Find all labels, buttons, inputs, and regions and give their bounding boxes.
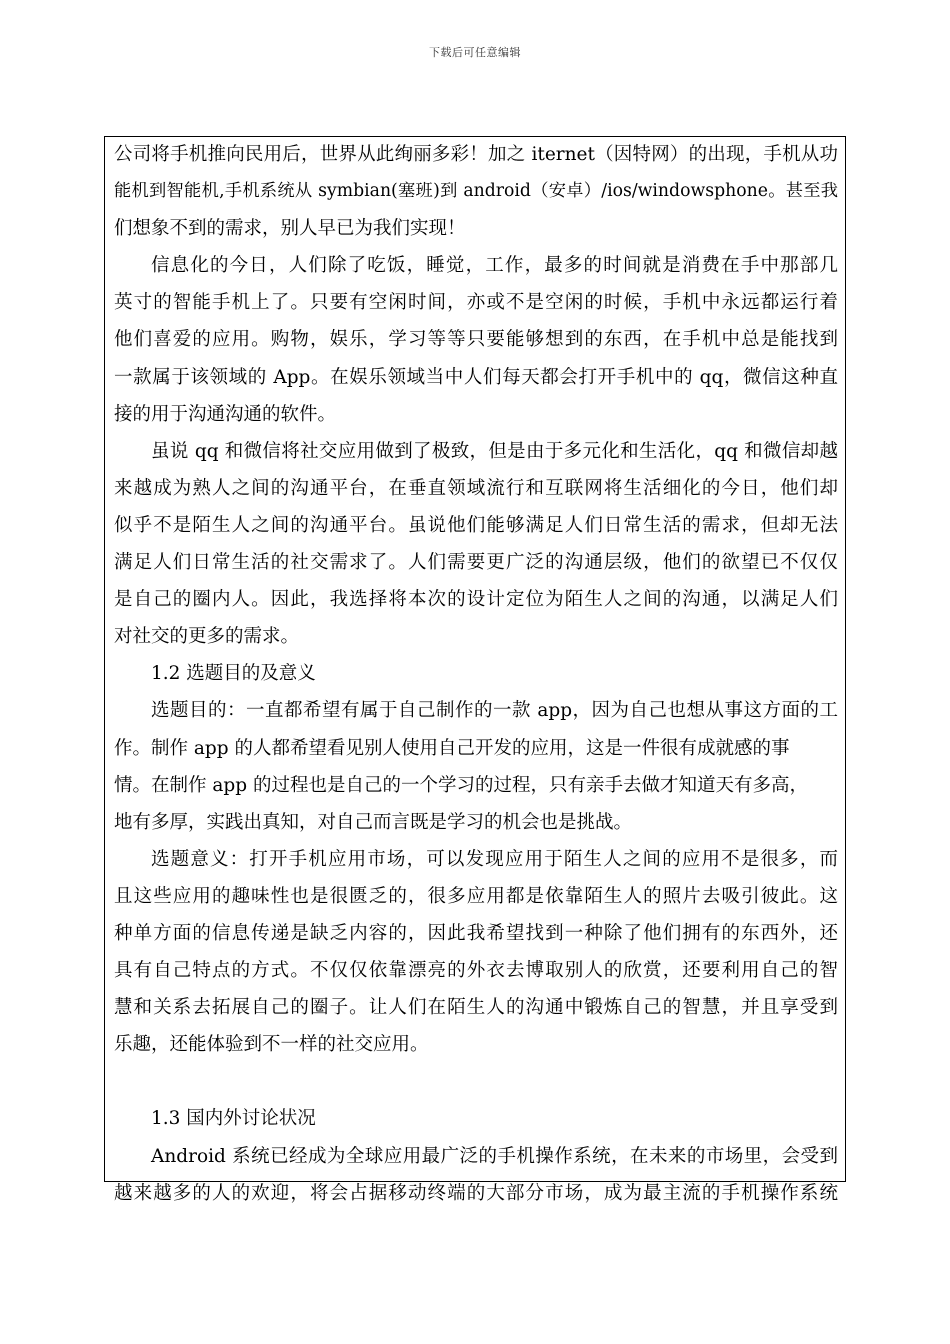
text-line: 们想象不到的需求，别人早已为我们实现！ — [114, 218, 466, 240]
text-line: 对社交的更多的需求。 — [114, 626, 300, 648]
text-line: 选题目的：一直都希望有属于自己制作的一款 app，因为自己也想从事这方面的工 — [151, 700, 838, 722]
text-line: 且这些应用的趣味性也是很匮乏的，很多应用都是依靠陌生人的照片去吸引彼此。这 — [114, 885, 838, 907]
text-line: 具有自己特点的方式。不仅仅依靠漂亮的外衣去博取别人的欣赏，还要利用自己的智 — [114, 960, 838, 982]
text-line: 似乎不是陌生人之间的沟通平台。虽说他们能够满足人们日常生活的需求，但却无法 — [114, 514, 838, 536]
text-line: 是自己的圈内人。因此，我选择将本次的设计定位为陌生人之间的沟通，以满足人们 — [114, 589, 838, 611]
text-line: 一款属于该领域的 App。在娱乐领域当中人们每天都会打开手机中的 qq，微信这种直 — [114, 366, 838, 388]
document-body — [114, 136, 838, 1212]
text-line: 信息化的今日，人们除了吃饭，睡觉，工作，最多的时间就是消费在手中那部几 — [151, 255, 838, 277]
text-line: 选题意义：打开手机应用市场，可以发现应用于陌生人之间的应用不是很多，而 — [151, 848, 838, 870]
text-line: 虽说 qq 和微信将社交应用做到了极致，但是由于多元化和生活化，qq 和微信却越 — [151, 440, 838, 462]
text-line: 越来越多的人的欢迎，将会占据移动终端的大部分市场，成为最主流的手机操作系统 — [114, 1182, 838, 1204]
text-line: 种单方面的信息传递是缺乏内容的，因此我希望找到一种除了他们拥有的东西外，还 — [114, 922, 838, 944]
text-line: 满足人们日常生活的社交需求了。人们需要更广泛的沟通层级，他们的欲望已不仅仅 — [114, 552, 838, 574]
text-line: 地有多厚，实践出真知，对自己而言既是学习的机会也是挑战。 — [114, 811, 633, 833]
section-heading: 1.3 国内外讨论状况 — [151, 1108, 316, 1130]
text-line: 情。在制作 app 的过程也是自己的一个学习的过程，只有亲手去做才知道天有多高， — [114, 774, 808, 796]
text-line: 接的用于沟通沟通的软件。 — [114, 403, 337, 425]
text-line: 乐趣，还能体验到不一样的社交应用。 — [114, 1034, 429, 1056]
text-line: 来越成为熟人之间的沟通平台，在垂直领域流行和互联网将生活细化的今日，他们却 — [114, 477, 838, 499]
blank-line — [114, 1063, 838, 1100]
text-line: 公司将手机推向民用后，世界从此绚丽多彩！加之 iternet（因特网）的出现，手机从功 — [114, 144, 838, 165]
page-header: 下载后可任意编辑 — [429, 46, 521, 59]
text-line: 英寸的智能手机上了。只要有空闲时间，亦或不是空闲的时候，手机中永远都运行着 — [114, 292, 838, 314]
text-line: 他们喜爱的应用。购物，娱乐，学习等等只要能够想到的东西，在手机中总是能找到 — [114, 329, 838, 351]
section-heading: 1.2 选题目的及意义 — [151, 663, 316, 685]
text-line: 慧和关系去拓展自己的圈子。让人们在陌生人的沟通中锻炼自己的智慧，并且享受到 — [114, 997, 838, 1019]
text-line: Android 系统已经成为全球应用最广泛的手机操作系统，在未来的市场里，会受到 — [151, 1145, 838, 1167]
text-line: 能机到智能机,手机系统从 symbian(塞班)到 android（安卓）/ios/windowsphone。甚至我 — [114, 181, 838, 202]
text-line: 作。制作 app 的人都希望看见别人使用自己开发的应用，这是一件很有成就感的事 — [114, 737, 790, 759]
